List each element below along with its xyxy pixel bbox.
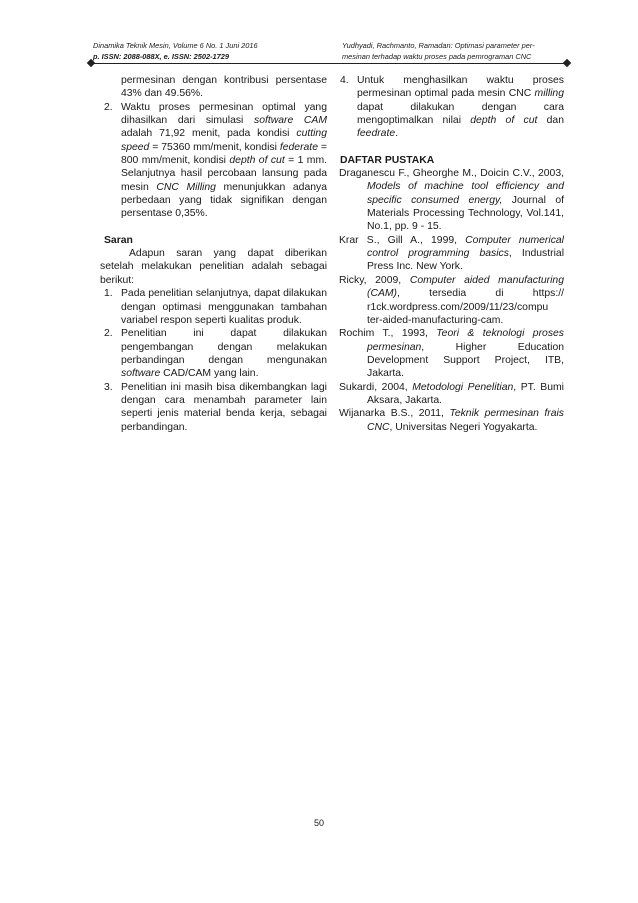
journal-issn: p. ISSN: 2088-088X, e. ISSN: 2502-1729 <box>93 52 229 61</box>
article-authors-title-line1: Yudhyadi, Rachmanto, Ramadan: Optimasi parameter per- <box>342 41 535 50</box>
conclusion-item-2: 2. Waktu proses permesinan optimal yang dihasilkan dari simulasi software CAM adalah 71,92 menit, pada kondisi cutting speed = 75360 mm/menit, kondisi federate = 800 mm/menit, kondisi depth of cut = 1 mm. Selanjutnya hasil percobaan lansung pada mesin CNC Milling menunjukkan adanya perbedaan yang tidak signifikan dengan persentase 0,35%. <box>104 101 327 220</box>
journal-header-left <box>93 40 333 62</box>
saran-heading: Saran <box>104 234 133 246</box>
references-heading: DAFTAR PUSTAKA <box>340 154 435 166</box>
divider-diamond-right <box>563 59 571 67</box>
page-number: 50 <box>313 818 324 828</box>
saran-item-2: 2. Penelitian ini dapat dilakukan pengembangan dengan melakukan perbandingan dengan mengunakan software CAD/CAM yang lain. <box>104 328 327 380</box>
article-authors-title-line2: mesinan terhadap waktu proses pada pemrograman CNC <box>342 52 532 61</box>
saran-intro: Adapun saran yang dapat diberikan setelah melakukan penelitian adalah sebagai berikut: <box>100 248 327 286</box>
header-divider <box>93 63 567 64</box>
reference-entry: Draganescu F., Gheorghe M., Doicin C.V., 2003, Models of machine tool efficiency and specific consumed energy, Journal of Materials Processing Technology, Vol.141, No.1, pp. 9 - 15. <box>339 168 564 233</box>
left-column <box>100 74 327 434</box>
conclusion-item-1-continuation: permesinan dengan kontribusi persentase 43% dan 49.56%. <box>121 75 327 100</box>
right-column <box>340 74 564 434</box>
conclusion-item-4: 4. Untuk menghasilkan waktu proses permesinan optimal pada mesin CNC milling dapat dilakukan dengan cara mengoptimalkan nilai depth of cut dan feedrate. <box>340 75 564 140</box>
reference-entry: Rochim T., 1993, Teori & teknologi proses permesinan, Higher Education Development Support Project, ITB, Jakarta. <box>339 328 564 380</box>
reference-entry: Sukardi, 2004, Metodologi Penelitian, PT. Bumi Aksara, Jakarta. <box>339 381 564 406</box>
reference-entry: Ricky, 2009, Computer aided manufacturing (CAM), tersedia di https:// r1ck.wordpress.com/2009/11/23/compu ter-aided-manufacturing-cam. <box>339 274 564 326</box>
saran-item-1: 1. Pada penelitian selanjutnya, dapat dilakukan dengan optimasi menggunakan tambahan variabel respon seperti kualitas produk. <box>104 288 327 326</box>
journal-title: Dinamika Teknik Mesin, Volume 6 No. 1 Juni 2016 <box>93 41 258 50</box>
article-header-right <box>342 40 567 62</box>
reference-entry: Krar S., Gill A., 1999, Computer numerical control programming basics, Industrial Press Inc. New York. <box>339 234 564 273</box>
saran-item-3: 3. Penelitian ini masih bisa dikembangkan lagi dengan cara menambah parameter lain seperti jenis material benda kerja, sebagai perbandingan. <box>104 381 327 433</box>
reference-entry: Wijanarka B.S., 2011, Teknik permesinan frais CNC, Universitas Negeri Yogyakarta. <box>339 408 564 433</box>
